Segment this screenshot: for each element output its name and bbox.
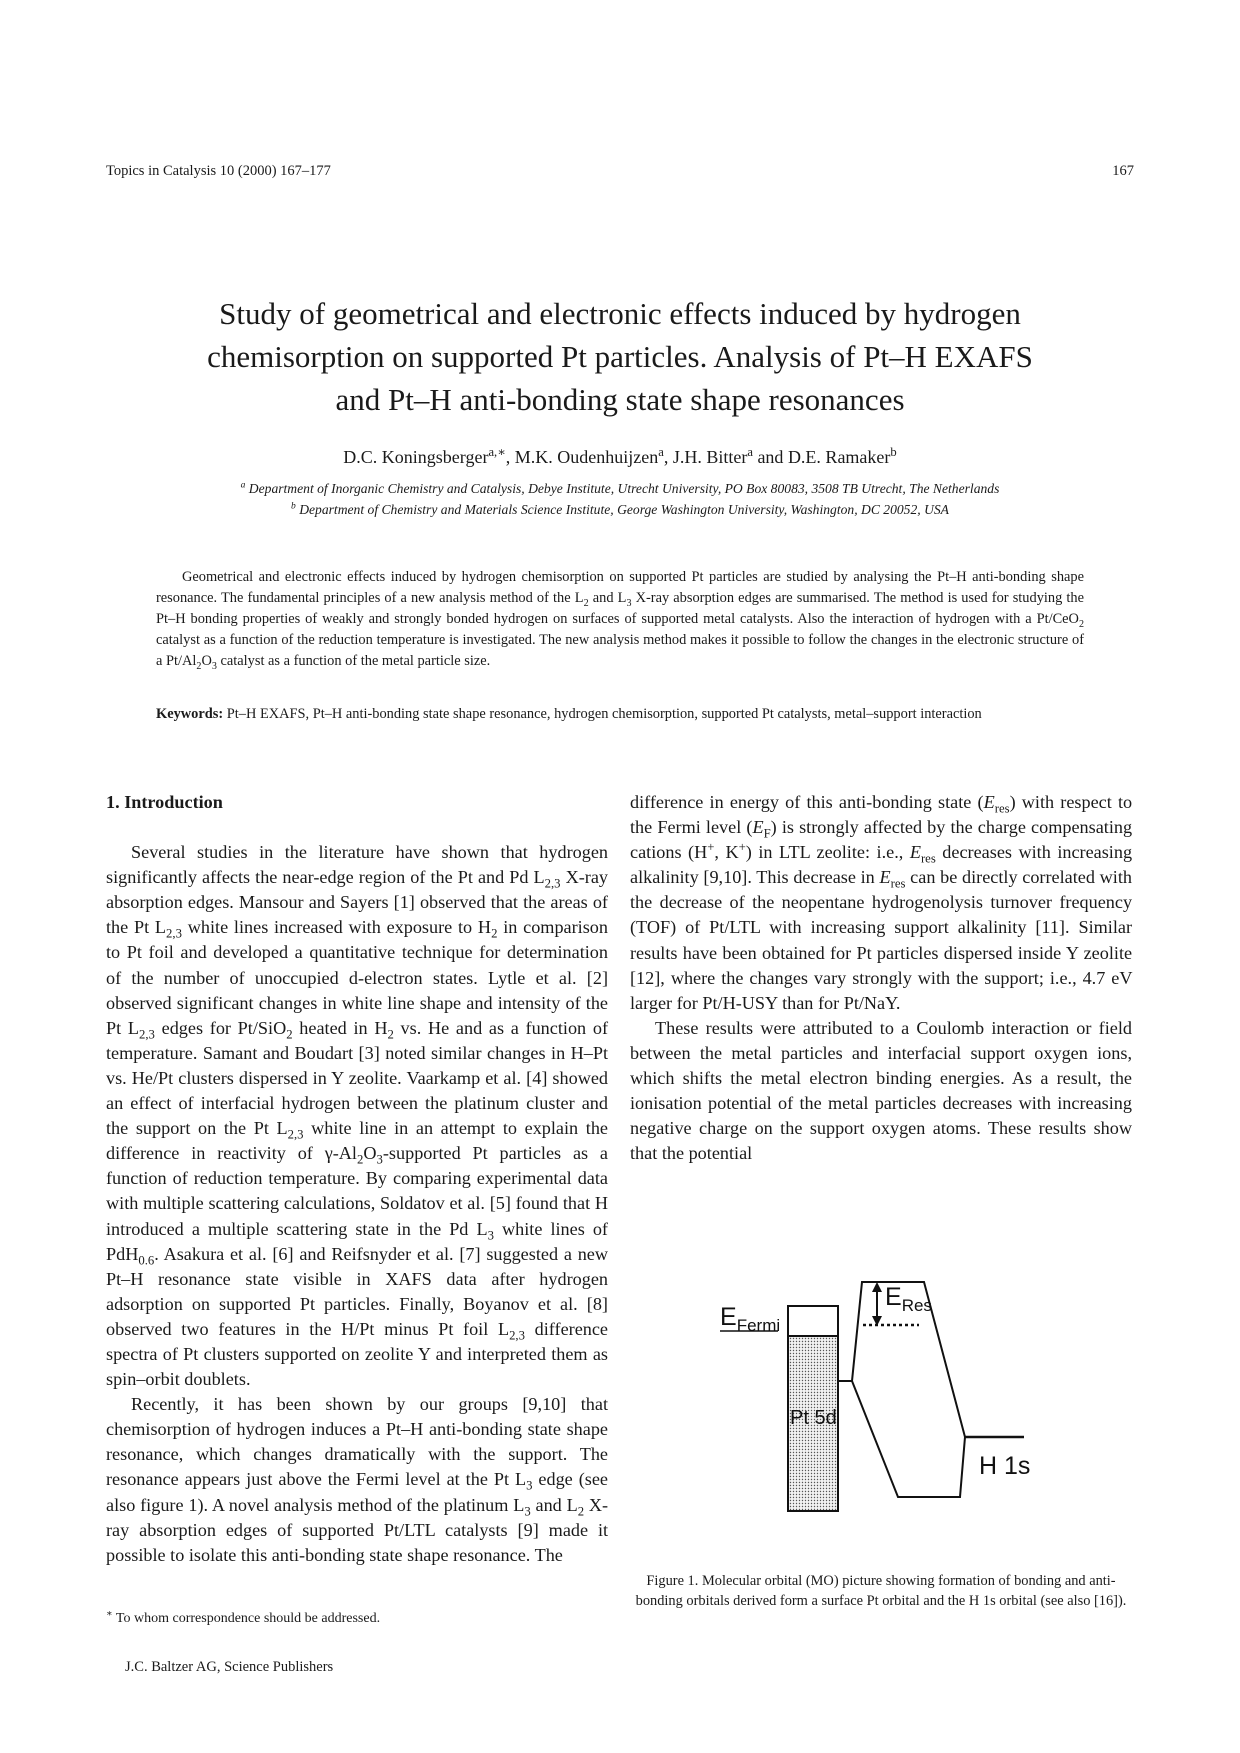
author-conjunction: and — [757, 447, 784, 467]
subscript: 2 — [286, 1027, 293, 1042]
paragraph — [106, 840, 608, 1392]
abstract-text: X-ray absorption edges are summarised. The method is used for studying the Pt–H bonding properties of weakly and strongly bonded hydrogen on surfaces of supported metal catalysts. Also the interaction of hydrogen with a Pt/CeO — [156, 590, 1084, 627]
subscript: 2,3 — [166, 927, 182, 942]
subscript: 3 — [526, 1479, 533, 1494]
paragraph-continued: difference in energy of this anti-bonding state $(E_{res})$ with respect to the Fermi level $(E_F)$ is strongly affected by the charge compensating cations (H+, K+) in LTL zeolite: i.e., $E_{res}$ decreases with increasing alkalinity [9,10]. This decrease in $E_{res}$ can be directly correlated with the decrease of the neopentane hydrogenolysis turnover frequency (TOF) of Pt/LTL with increasing support alkalinity [11]. Similar results have been obtained for Pt particles dispersed inside Y zeolite [12], where the changes vary strongly with the support; i.e., 4.7 eV larger for Pt/H-USY than for Pt/NaY. — [630, 792, 1133, 1013]
text-run: Several studies in the literature have shown that hydrogen significantly affects the near-edge region of the Pt and Pd L — [106, 842, 608, 888]
author-name: M.K. Oudenhuijzen — [514, 447, 659, 467]
author-list: D.C. Koningsberger$^{a,∗}$, M.K. Oudenhuijzen$^a$, J.H. Bitter$^a$ and D.E. Ramaker$^b$ — [343, 445, 897, 467]
subscript: 3 — [524, 1504, 531, 1519]
right-column — [630, 790, 1132, 1166]
text-run: vs. He and as a function of temperature. Samant and Boudart [3] noted similar changes in H–Pt vs. He/Pt clusters dispersed in Y zeolite. Vaarkamp et al. [4] showed an effect of interfacial hydrogen between the platinum cluster and the support on the Pt L — [106, 1017, 608, 1139]
affiliation-text: Department of Chemistry and Materials Science Institute, George Washington University, Washington, DC 20052, USA — [299, 502, 949, 517]
paragraph: These results were attributed to a Coulomb interaction or field between the metal particles and interfacial support oxygen ions, which shifts the metal electron binding energies. As a result, the ionisation potential of the metal particles decreases with increasing negative charge on the support oxygen atoms. These results show that the potential — [630, 1017, 1132, 1164]
h-1s-label: H 1s — [979, 1452, 1031, 1480]
mo-diagram — [630, 1280, 1132, 1550]
affiliation-mark: a — [240, 480, 246, 491]
text-run: . Asakura et al. [6] and Reifsnyder et al. [7] suggested a new Pt–H resonance state visible in XAFS data after hydrogen adsorption on supported Pt particles. Finally, Boyanov et al. [8] observed two features in the H/Pt minus Pt foil L — [106, 1243, 608, 1339]
eres-arrow-head-up — [872, 1282, 882, 1292]
text-run: heated in H — [292, 1017, 388, 1038]
footnote-mark: ∗ — [106, 1608, 113, 1620]
subscript: 2 — [356, 1152, 364, 1167]
subscript: 2,3 — [544, 876, 561, 891]
footnote — [106, 1608, 381, 1627]
author-name: D.C. Koningsberger — [343, 447, 489, 467]
affiliation-a — [120, 481, 1120, 497]
symbol: $E_{res}$ — [909, 842, 936, 866]
author-name: D.E. Ramaker — [787, 447, 891, 467]
abstract-text: catalyst as a function of the metal particle size. — [216, 653, 491, 669]
subscript: 2 — [491, 927, 498, 942]
page-number: 167 — [1112, 163, 1134, 179]
subscript: 2 — [1078, 618, 1084, 630]
subscript: 3 — [376, 1152, 383, 1167]
affiliation-b — [120, 502, 1120, 518]
superscript: + — [707, 840, 715, 855]
text-run: -supported Pt particles as a function of reduction temperature. By comparing experimental data with multiple scattering calculations, Soldatov et al. [5] found that H introduced a multiple scattering state in the Pd L — [106, 1143, 609, 1239]
subscript: 2,3 — [287, 1127, 304, 1142]
subscript: 2,3 — [139, 1027, 155, 1042]
text-run: white lines increased with exposure to H — [181, 917, 492, 938]
text-run: edges for Pt/SiO — [154, 1017, 287, 1038]
keywords — [156, 704, 1084, 725]
abstract — [156, 567, 1084, 672]
author-affiliation-mark: a — [658, 445, 664, 459]
subscript: 2 — [577, 1504, 585, 1519]
text-run: white line in an attempt to explain the difference in reactivity of γ-Al — [106, 1118, 608, 1164]
superscript: + — [738, 840, 746, 855]
text-run: Recently, it has been shown by our groups [9,10] that chemisorption of hydrogen induces a Pt–H anti-bonding state shape resonance, which changes dramatically with the support. The resonance appears just above the Fermi level at the Pt L — [106, 1394, 608, 1490]
abstract-text: and L — [588, 590, 627, 606]
author-affiliation-mark: a — [747, 445, 753, 459]
subscript: 0.6 — [138, 1253, 155, 1268]
abstract-text: catalyst as a function of the reduction temperature is investigated. The new analysis method makes it possible to follow the changes in the electronic structure of a Pt/Al — [156, 632, 1084, 669]
affiliation-mark: b — [291, 501, 296, 512]
text-run: difference spectra of Pt clusters supported on zeolite Y and interpreted them as spin–orbit doublets. — [106, 1318, 609, 1390]
label-subscript: Fermi — [736, 1316, 781, 1335]
e-fermi-label — [720, 1303, 780, 1335]
eres-arrow-head-down — [872, 1316, 882, 1326]
left-column — [106, 790, 608, 1568]
keywords-label: Keywords: — [156, 706, 224, 722]
symbol: $E_{res}$ — [879, 867, 906, 891]
subscript: 2,3 — [509, 1328, 525, 1343]
subscript: 2 — [583, 597, 589, 609]
paragraph: Recently, it has been shown by our groups [9,10] that chemisorption of hydrogen induces a Pt–H anti-bonding state shape resonance, which changes dramatically with the support. The resonance appears just above the Fermi level at the Pt $L_3$ edge (see also figure 1). A novel analysis method of the platinum $L_3$ and $L_2$ X-ray absorption edges of supported Pt/LTL catalysts [9] made it possible to isolate this anti-bonding state shape resonance. The — [106, 1394, 609, 1565]
subscript: 3 — [626, 597, 632, 609]
symbol: $E_F$ — [752, 817, 771, 841]
bonding-path — [852, 1381, 965, 1497]
title-line: Study of geometrical and electronic effects induced by hydrogen — [219, 296, 1021, 331]
subscript: 3 — [211, 660, 217, 672]
label-text: E — [720, 1303, 737, 1331]
abstract-text: O — [201, 653, 212, 669]
paper-title — [120, 292, 1120, 421]
label-subscript: Res — [901, 1296, 932, 1315]
pt-5d-label: Pt 5d — [790, 1407, 837, 1429]
label-text: E — [885, 1283, 902, 1311]
subscript: 2 — [387, 1027, 394, 1042]
text-run: white lines of PdH — [106, 1218, 608, 1264]
symbol: $E_{res}$ — [983, 792, 1010, 816]
subscript: 3 — [487, 1228, 494, 1243]
subscript: 2 — [196, 660, 202, 672]
abstract-text: Geometrical and electronic effects induced by hydrogen chemisorption on supported Pt particles are studied by analysing the Pt–H anti-bonding shape resonance. The fundamental principles of a new analysis method of the L — [156, 569, 1084, 606]
figure-caption: Figure 1. Molecular orbital (MO) picture showing formation of bonding and anti-bonding orbitals derived form a surface Pt orbital and the H 1s orbital (see also [16]). — [635, 1573, 1127, 1609]
footnote-text: To whom correspondence should be addressed. — [112, 1611, 381, 1626]
affiliation-text: Department of Inorganic Chemistry and Catalysis, Debye Institute, Utrecht University, PO Box 80083, 3508 TB Utrecht, The Netherlands — [248, 481, 1000, 496]
text-run: X-ray absorption edges. Mansour and Sayers [1] observed that the areas of the Pt L — [106, 867, 609, 938]
title-line: and Pt–H anti-bonding state shape resonances — [335, 382, 905, 417]
author-affiliation-mark: a,∗ — [488, 445, 506, 459]
keywords-text: Pt–H EXAFS, Pt–H anti-bonding state shape resonance, hydrogen chemisorption, supported Pt catalysts, metal–support interaction — [223, 706, 982, 722]
publisher-line: J.C. Baltzer AG, Science Publishers — [125, 1659, 334, 1675]
text-run: in comparison to Pt foil and developed a quantitative technique for determination of the number of unoccupied d-electron states. Lytle et al. [2] observed significant changes in white line shape and intensity of the Pt L — [106, 917, 608, 1038]
journal-citation: Topics in Catalysis 10 (2000) 167–177 — [106, 163, 331, 179]
section-heading: 1. Introduction — [106, 792, 223, 812]
author-affiliation-mark: b — [890, 445, 897, 459]
pt-5d-empty-band — [788, 1306, 838, 1336]
author-name: J.H. Bitter — [672, 447, 748, 467]
text-run: O — [363, 1143, 377, 1164]
title-line: chemisorption on supported Pt particles. Analysis of Pt–H EXAFS — [207, 339, 1033, 374]
